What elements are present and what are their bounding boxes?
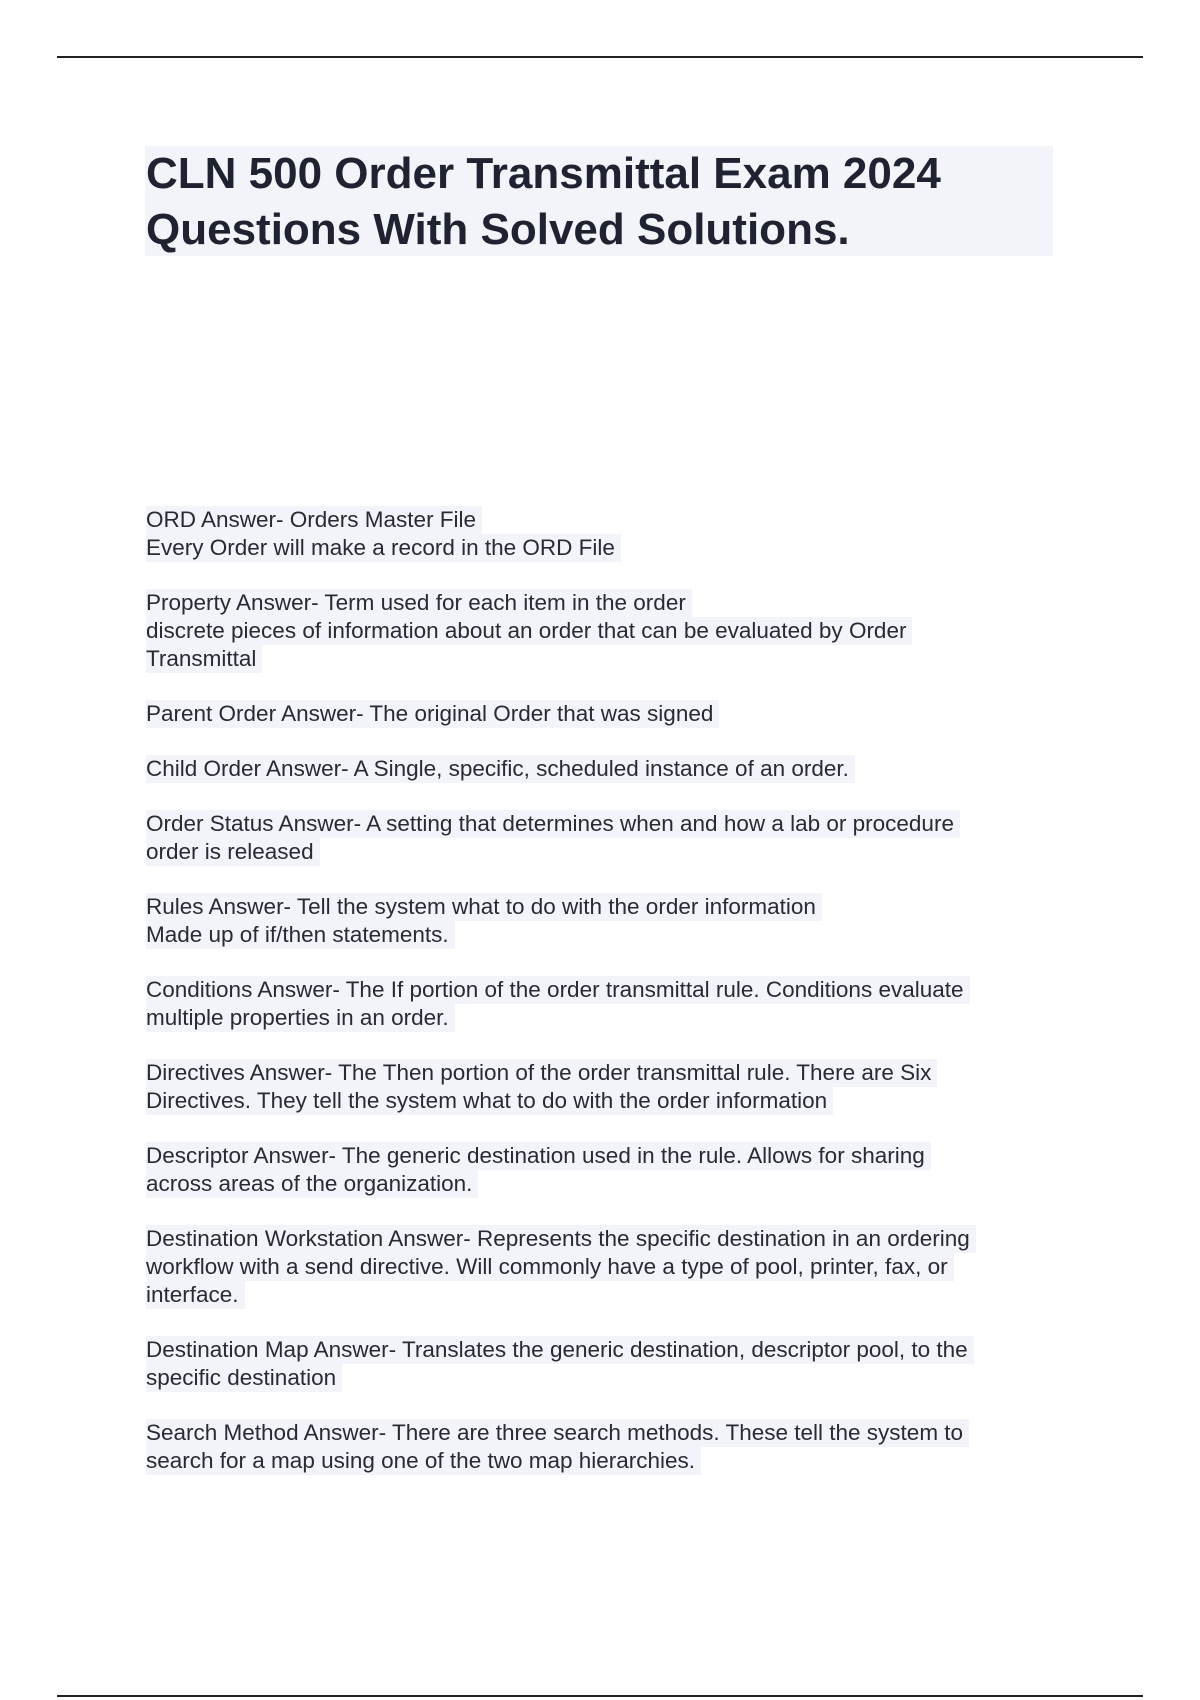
qa-item-property [146,589,1046,673]
title-line-1: CLN 500 Order Transmittal Exam 2024 [146,149,941,198]
qa-item-descriptor [146,1142,1046,1198]
qa-line: Property Answer- Term used for each item in the order [146,589,692,617]
qa-line: Rules Answer- Tell the system what to do with the order information [146,893,822,921]
qa-line: order is released [146,838,320,866]
qa-line: ORD Answer- Orders Master File [146,506,482,534]
qa-item-destination-workstation [146,1225,1046,1309]
qa-line: workflow with a send directive. Will commonly have a type of pool, printer, fax, or [146,1253,954,1281]
qa-line: Directives. They tell the system what to do with the order information [146,1087,833,1115]
qa-line: Conditions Answer- The If portion of the order transmittal rule. Conditions evaluate [146,976,970,1004]
qa-line: Child Order Answer- A Single, specific, scheduled instance of an order. [146,755,855,783]
qa-item-conditions [146,976,1046,1032]
qa-line: Search Method Answer- There are three search methods. These tell the system to [146,1419,969,1447]
qa-line: specific destination [146,1364,342,1392]
qa-line: Directives Answer- The Then portion of the order transmittal rule. There are Six [146,1059,937,1087]
qa-item-destination-map [146,1336,1046,1392]
qa-line: Destination Workstation Answer- Represents the specific destination in an ordering [146,1225,976,1253]
qa-line: Descriptor Answer- The generic destination used in the rule. Allows for sharing [146,1142,931,1170]
qa-line: Order Status Answer- A setting that determines when and how a lab or procedure [146,810,960,838]
qa-item-order-status [146,810,1046,866]
qa-line: Parent Order Answer- The original Order that was signed [146,700,719,728]
footer-rule [57,1695,1143,1697]
qa-line: search for a map using one of the two map hierarchies. [146,1447,701,1475]
page-title [146,146,1051,258]
qa-item-ord [146,506,1046,562]
qa-line: Destination Map Answer- Translates the generic destination, descriptor pool, to the [146,1336,974,1364]
qa-line: Made up of if/then statements. [146,921,455,949]
qa-item-rules [146,893,1046,949]
qa-line: Transmittal [146,645,262,673]
title-line-2: Questions With Solved Solutions. [146,205,850,254]
qa-line: Every Order will make a record in the ORD File [146,534,621,562]
qa-item-search-method [146,1419,1046,1475]
header-rule [57,56,1143,58]
qa-item-parent-order [146,700,1046,728]
qa-line: interface. [146,1281,245,1309]
qa-item-directives [146,1059,1046,1115]
qa-line: across areas of the organization. [146,1170,478,1198]
qa-list [146,506,1046,1502]
qa-line: multiple properties in an order. [146,1004,455,1032]
qa-item-child-order [146,755,1046,783]
qa-line: discrete pieces of information about an order that can be evaluated by Order [146,617,912,645]
